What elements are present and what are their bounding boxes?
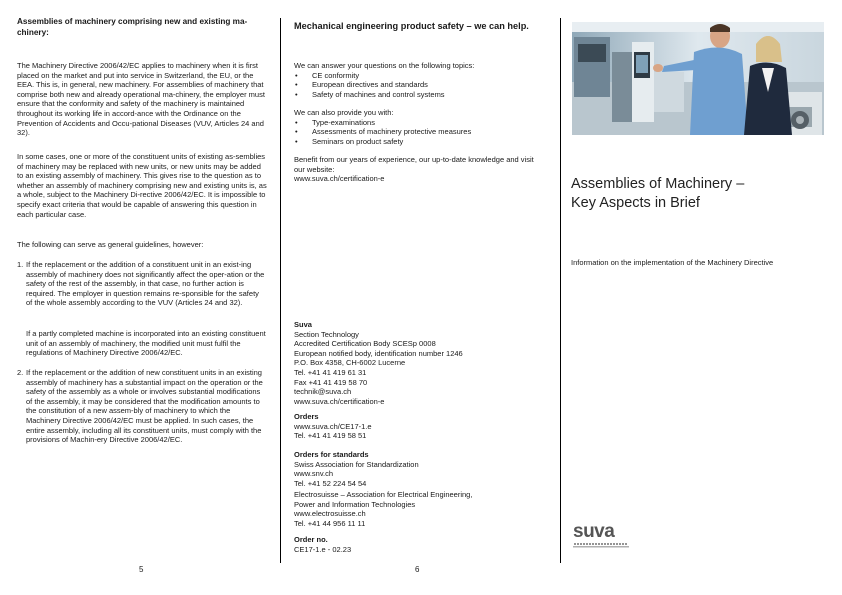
suva-website-link[interactable]: www.suva.ch/certification-e — [294, 396, 385, 406]
cover-title-line: Key Aspects in Brief — [571, 195, 700, 211]
benefit-section — [294, 155, 544, 184]
suva-phone: Tel. +41 41 419 61 31 — [294, 367, 367, 377]
list-item: • Type-examinations — [294, 118, 544, 128]
questions-list — [294, 71, 544, 100]
cover-title-line: Assemblies of Machinery – — [571, 176, 745, 192]
standards-phone: Tel. +41 52 224 54 54 — [294, 478, 367, 488]
suva-line: P.O. Box 4358, CH-6002 Lucerne — [294, 358, 406, 368]
electrosuisse-phone: Tel. +41 44 956 11 11 — [294, 518, 366, 528]
cover-page — [570, 0, 825, 595]
orders-link[interactable]: www.suva.ch/CE17-1.e — [294, 421, 372, 431]
guideline-number: 2. — [17, 368, 24, 377]
machine-workers-photo — [572, 22, 824, 135]
guideline-number: 1. — [17, 260, 24, 269]
electrosuisse-block — [294, 490, 544, 528]
cover-title — [571, 175, 744, 213]
left-guidelines-intro: The following can serve as general guidelines, however: — [17, 240, 204, 249]
page-number-right: 6 — [415, 565, 420, 574]
suva-logo — [573, 520, 629, 550]
benefit-link[interactable]: www.suva.ch/certification-e — [294, 174, 385, 184]
suva-email-link[interactable]: technik@suva.ch — [294, 387, 352, 397]
page-number-left: 5 — [139, 565, 144, 574]
questions-section — [294, 61, 544, 99]
order-number-heading: Order no. — [294, 535, 328, 544]
suva-heading: Suva — [294, 320, 312, 329]
list-item: • Assessments of machinery protective measures — [294, 127, 544, 137]
standards-link[interactable]: www.snv.ch — [294, 469, 334, 479]
guideline-text: If the replacement or the addition of new constituent units in an existing assembly of machinery has a substantial impact on the operation or the safety of the assembly as a whole or involves substantial modifications of the assembly, it may be considered that the modification amounts to the constitution of a new assem-bly of machinery to which the Machinery Directive 2006/42/EC must be applied. In such cases, the entire assembly, including all its constituent units, must comply with the provisions of Machin-ery Directive 2006/42/EC. — [26, 368, 263, 445]
orders-heading: Orders — [294, 412, 319, 421]
suva-line: Accredited Certification Body SCESp 0008 — [294, 339, 436, 349]
svg-text:suva: suva — [573, 521, 615, 542]
benefit-text: Benefit from our years of experience, our up-to-date knowledge and visit our website: — [294, 155, 534, 174]
suva-line: Section Technology — [294, 329, 359, 339]
list-item: • CE conformity — [294, 71, 544, 81]
electrosuisse-link[interactable]: www.electrosuisse.ch — [294, 509, 366, 519]
list-item: • Safety of machines and control systems — [294, 90, 544, 100]
services-intro: We can also provide you with: — [294, 108, 394, 117]
questions-intro: We can answer your questions on the following topics: — [294, 61, 475, 70]
guideline-item-2 — [17, 368, 267, 458]
left-page — [17, 0, 267, 595]
guideline-item-1-note: If a partly completed machine is incorporated into an existing constituent unit of an assembly of machinery, the modified unit must fulfil the regulations of Machinery Directive 2006/42/EC. — [26, 329, 266, 358]
order-number-block — [294, 535, 544, 554]
left-second-paragraph: In some cases, one or more of the constituent units of existing as-semblies of machinery may be replaced with new units, or new units may be added to an existing assembly of machinery. This gives rise to the question as to whether an assembly of machinery comprising new and existing units is, as a whole, subject to the Machinery Di-rective 2006/42/EC. It is impossible to specify exact criteria that would be capable of answering this question in each particular case. — [17, 152, 267, 219]
electrosuisse-line: Power and Information Technologies — [294, 499, 416, 509]
column-divider — [560, 18, 561, 563]
list-item: • Seminars on product safety — [294, 137, 544, 147]
suva-contact-block — [294, 320, 544, 406]
order-number-value: CE17-1.e - 02.23 — [294, 544, 352, 554]
left-intro-paragraph: The Machinery Directive 2006/42/EC applies to machinery when it is first placed on the market and put into service in Switzerland, the EU, or the EEA. This is, in general, new machinery. For assemblies of machinery that comprise both new and already operational ma-chinery, the employer must ensure that the conformity and safety of the machinery is maintained throughout its working life in accord-ance with the Ordinance on the Prevention of Accidents and Occu-pational Diseases (VUV, Articles 24 and 32). — [17, 61, 265, 138]
suva-fax: Fax +41 41 419 58 70 — [294, 377, 368, 387]
standards-block — [294, 450, 544, 488]
services-section — [294, 108, 544, 146]
guideline-text: If the replacement or the addition of a constituent unit in an exist-ing assembly of machinery does not significantly affect the oper-ation or the safety of the rest of the assembly, in that case, no further action is required. The employer in question remains re-sponsible for the safety of the whole assembly according to the VUV (Articles 24 and 32). — [26, 260, 265, 308]
left-heading: Assemblies of machinery comprising new and existing ma-chinery: — [17, 17, 248, 37]
column-divider — [280, 18, 281, 563]
cover-subtitle: Information on the implementation of the Machinery Directive — [571, 258, 774, 267]
orders-phone: Tel. +41 41 419 58 51 — [294, 431, 367, 441]
guideline-item-1 — [17, 260, 267, 320]
middle-heading: Mechanical engineering product safety – we can help. — [294, 21, 529, 31]
electrosuisse-line: Electrosuisse – Association for Electrical Engineering, — [294, 490, 473, 499]
list-item: • European directives and standards — [294, 80, 544, 90]
standards-line: Swiss Association for Standardization — [294, 459, 419, 469]
services-list — [294, 118, 544, 147]
orders-block — [294, 412, 544, 441]
suva-line: European notified body, identification number 1246 — [294, 348, 463, 358]
middle-page — [294, 0, 544, 595]
standards-heading: Orders for standards — [294, 450, 369, 459]
